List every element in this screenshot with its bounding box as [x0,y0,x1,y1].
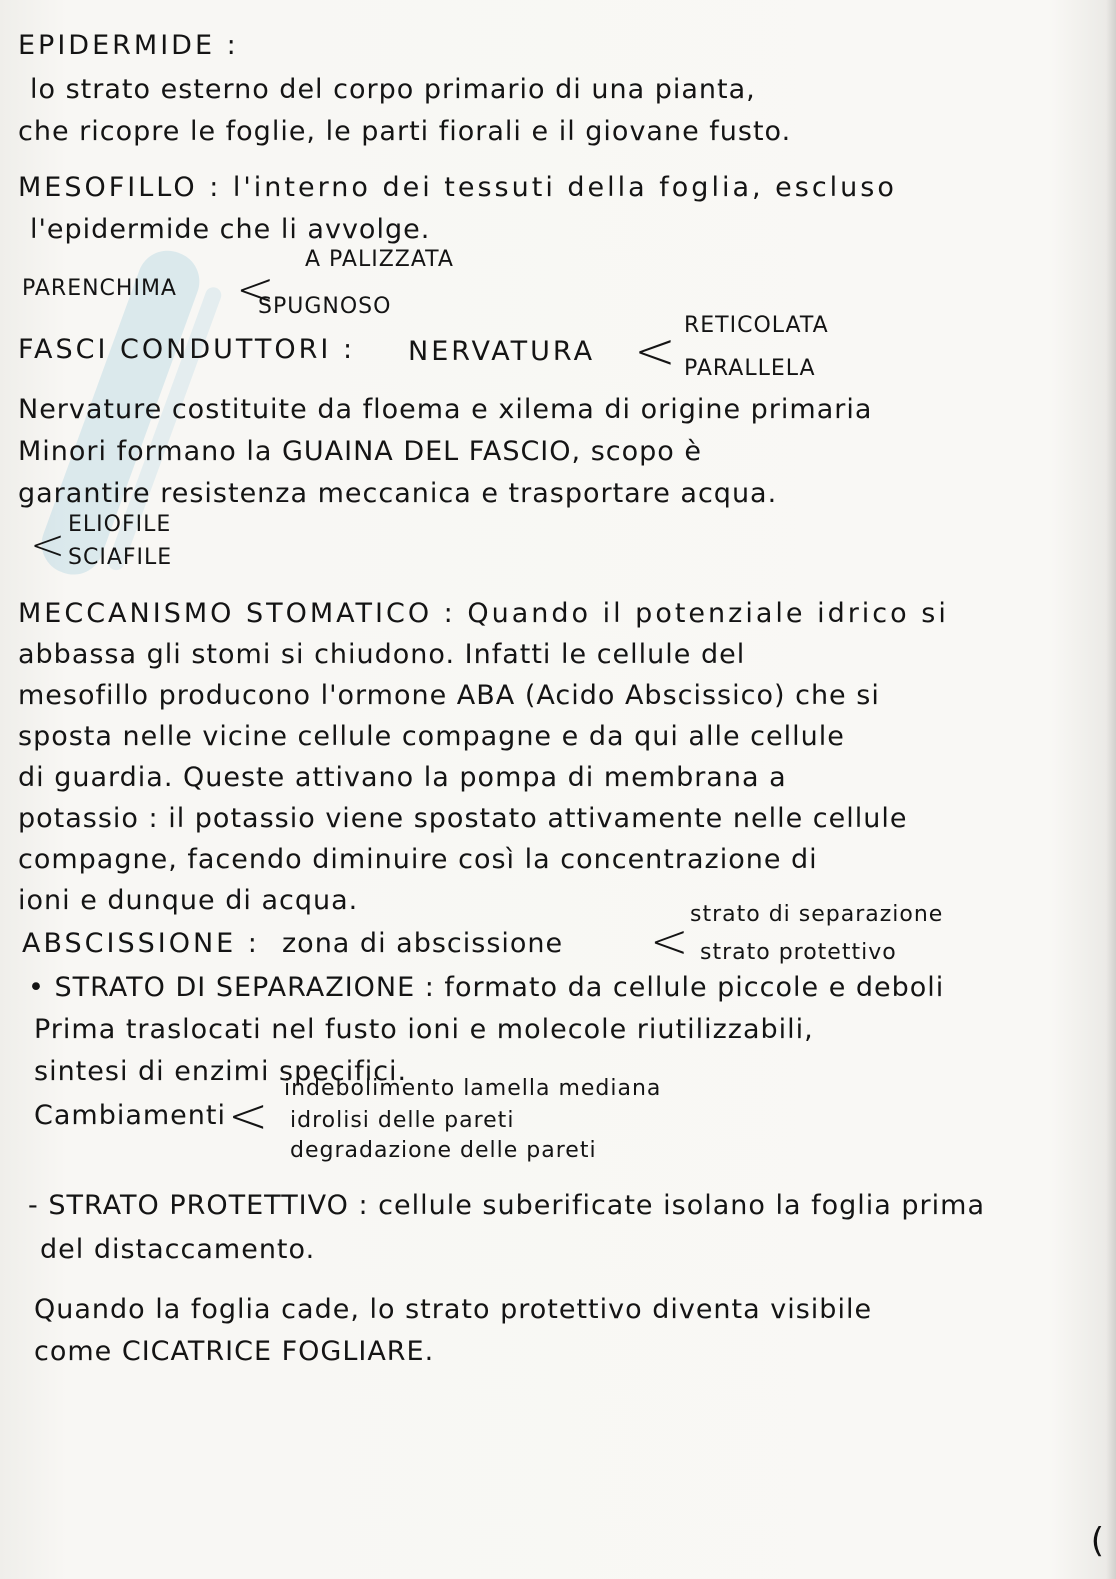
note-line: sintesi di enzimi specifici. [34,1056,408,1087]
note-line: ioni e dunque di acqua. [18,885,359,916]
heading-strato-separazione: • STRATO DI SEPARAZIONE : formato da cellule piccole e deboli [28,972,945,1003]
branch-bracket: < [236,262,275,316]
note-line: Prima traslocati nel fusto ioni e molecole riutilizzabili, [34,1014,814,1045]
note-line: garantire resistenza meccanica e trasportare acqua. [18,478,778,509]
note-line: mesofillo producono l'ormone ABA (Acido Abscissico) che si [18,680,880,711]
heading-fasci-conduttori: FASCI CONDUTTORI : [18,334,356,365]
branch-bracket: < [228,1088,269,1144]
branch-item: SCIAFILE [68,545,173,570]
branch-item: RETICOLATA [684,313,829,338]
note-line: lo strato esterno del corpo primario di una pianta, [30,74,756,105]
branch-item: SPUGNOSO [258,294,392,319]
note-line: potassio : il potassio viene spostato attivamente nelle cellule [18,803,908,834]
note-line: sposta nelle vicine cellule compagne e da qui alle cellule [18,721,845,752]
note-line: compagne, facendo diminuire così la concentrazione di [18,844,818,875]
heading-mesofillo: MESOFILLO : l'interno dei tessuti della foglia, escluso [18,172,897,203]
branch-item: A PALIZZATA [305,247,454,272]
note-line: di guardia. Queste attivano la pompa di membrana a [18,762,787,793]
heading-epidermide: EPIDERMIDE : [18,30,239,61]
note-term: NERVATURA [408,336,596,367]
branch-item: ELIOFILE [68,512,172,537]
page-edge-shadow [1106,0,1116,1579]
branch-item: PARALLELA [684,356,816,381]
note-line: Quando la foglia cade, lo strato protettivo diventa visibile [34,1294,873,1325]
branch-item: degradazione delle pareti [290,1138,597,1163]
branch-item: indebolimento lamella mediana [284,1076,662,1101]
branch-bracket: < [30,520,66,569]
heading-meccanismo-stomatico: MECCANISMO STOMATICO : Quando il potenziale idrico si [18,598,949,629]
note-line: che ricopre le foglie, le parti fiorali e il giovane fusto. [18,116,792,147]
heading-parenchima: PARENCHIMA [22,276,177,301]
heading-strato-protettivo: - STRATO PROTETTIVO : cellule suberificate isolano la foglia prima [28,1190,985,1221]
page-corner-mark: ( [1090,1521,1104,1561]
heading-abscissione: ABSCISSIONE : [22,928,260,959]
branch-item: strato protettivo [700,940,897,965]
note-line: Minori formano la GUAINA DEL FASCIO, scopo è [18,436,702,467]
branch-item: idrolisi delle pareti [290,1108,515,1133]
note-term: zona di abscissione [282,928,564,959]
note-line: Nervature costituite da floema e xilema di origine primaria [18,394,873,425]
branch-bracket: < [634,322,676,380]
note-line: abbassa gli stomi si chiudono. Infatti le cellule del [18,639,746,670]
branch-item: strato di separazione [690,902,944,927]
note-line: del distaccamento. [40,1234,316,1265]
note-line: l'epidermide che li avvolge. [30,214,431,245]
branch-bracket: < [650,914,689,968]
note-term: Cambiamenti [34,1100,226,1131]
note-line: come CICATRICE FOGLIARE. [34,1336,435,1367]
